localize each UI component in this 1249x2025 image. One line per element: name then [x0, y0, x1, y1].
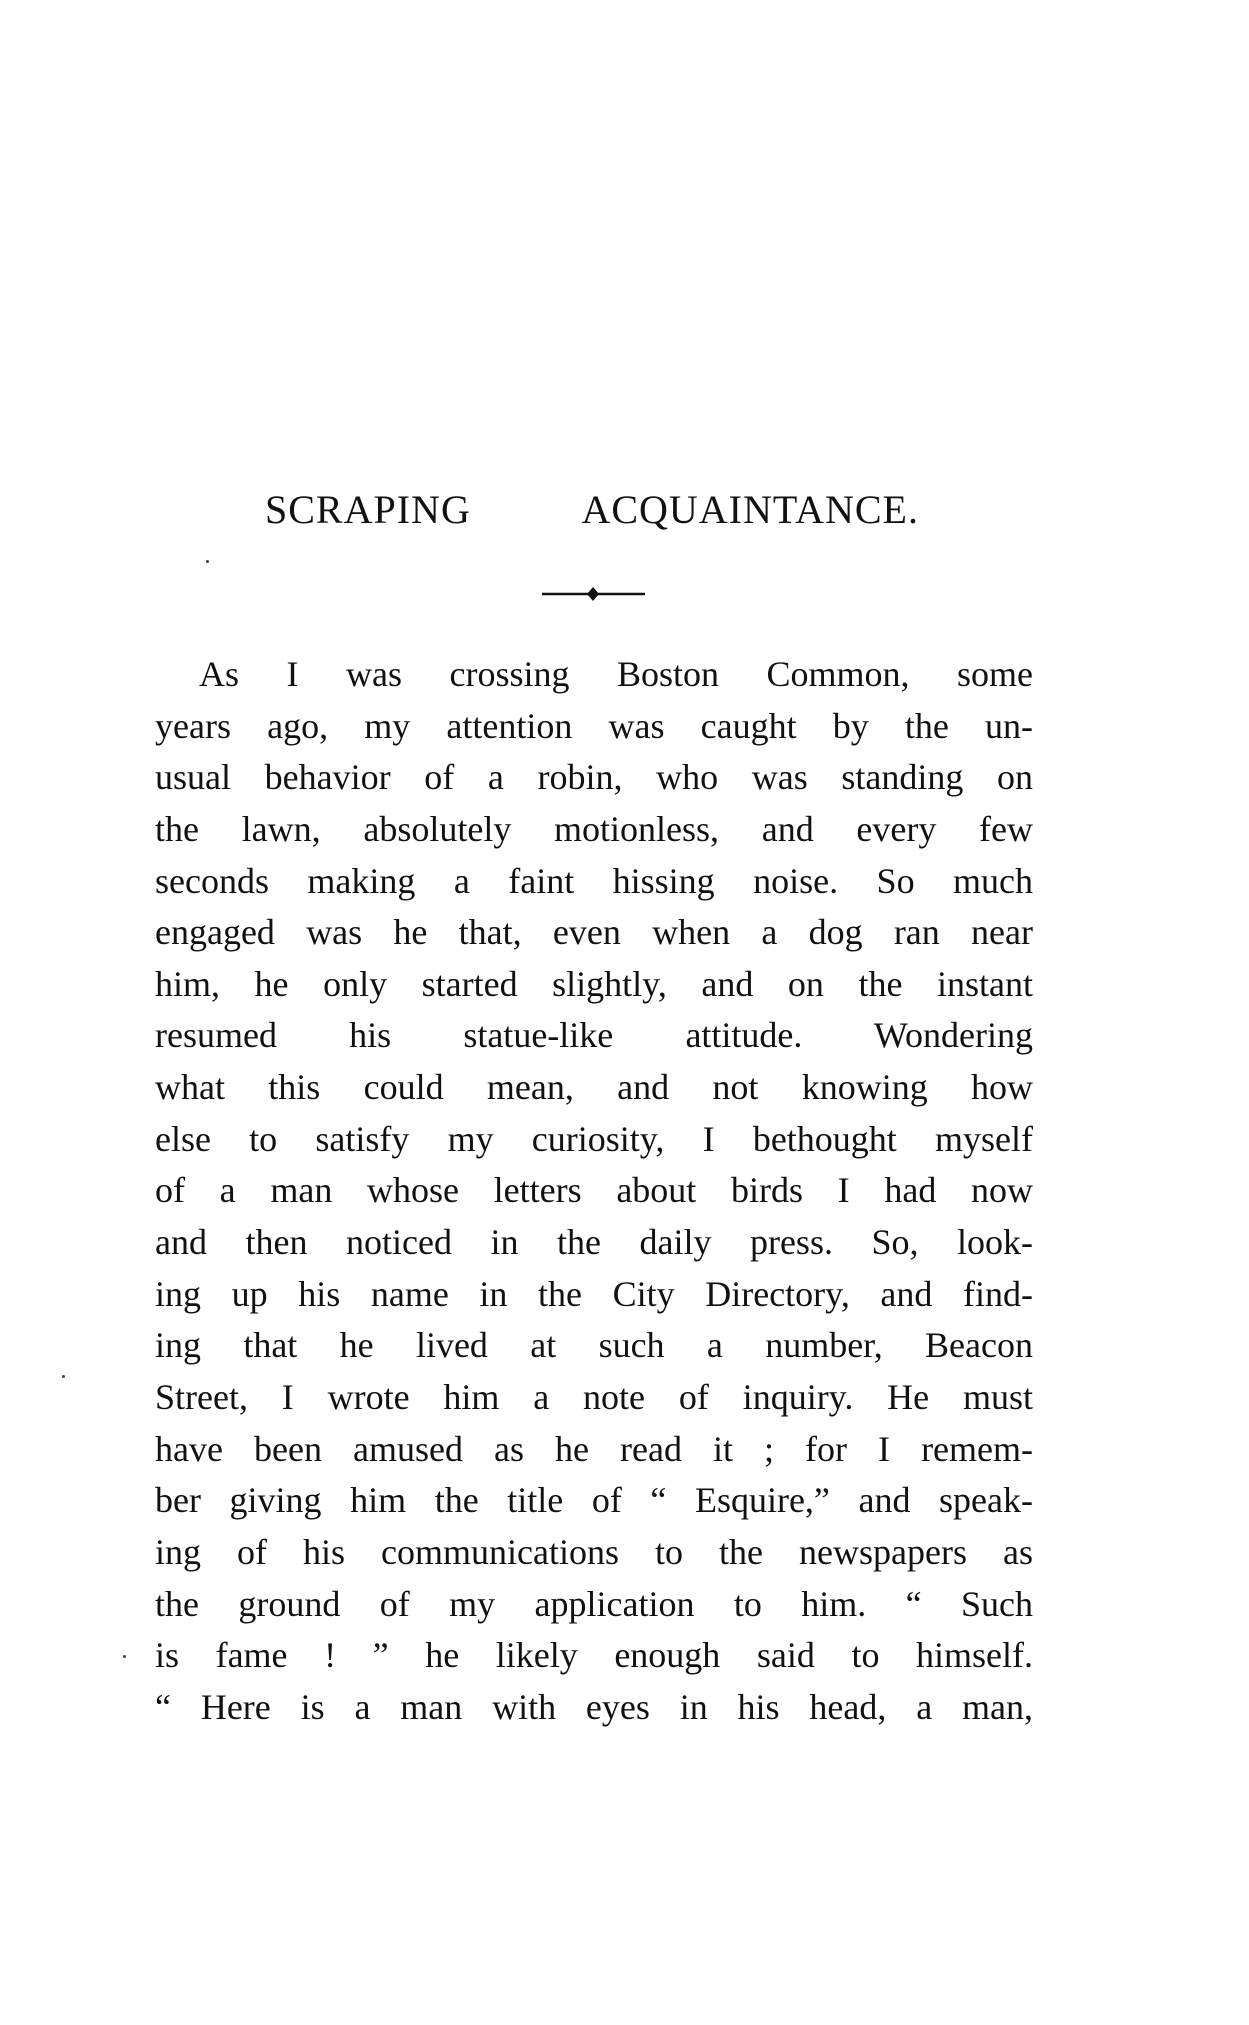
text-line: “ Here is a man with eyes in his head, a man, — [155, 1686, 1033, 1727]
text-line: ber giving him the title of “ Esquire,” and speak- — [155, 1480, 1033, 1521]
text-line: ing that he lived at such a number, Beacon — [155, 1325, 1033, 1366]
text-line: is fame ! ” he likely enough said to himself. — [155, 1635, 1033, 1676]
text-line: Street, I wrote him a note of inquiry. He must — [155, 1376, 1033, 1417]
text-line: As I was crossing Boston Common, some — [199, 654, 1033, 694]
text-line: else to satisfy my curiosity, I bethought myself — [155, 1118, 1033, 1159]
text-line: ing up his name in the City Directory, and find- — [155, 1273, 1033, 1314]
text-line: usual behavior of a robin, who was standing on — [155, 757, 1033, 798]
text-line: seconds making a faint hissing noise. So much — [155, 860, 1033, 901]
text-line: engaged was he that, even when a dog ran near — [155, 912, 1033, 953]
text-line: him, he only started slightly, and on the instant — [155, 963, 1033, 1004]
text-line: the ground of my application to him. “ Such — [155, 1583, 1033, 1624]
text-line: of a man whose letters about birds I had now — [155, 1170, 1033, 1211]
text-line: have been amused as he read it ; for I remem- — [155, 1428, 1033, 1469]
body-text — [155, 649, 1033, 1733]
text-line: what this could mean, and not knowing how — [155, 1067, 1033, 1108]
print-speck — [123, 1655, 126, 1658]
dash-diamond-ornament-icon — [542, 587, 645, 601]
text-line: the lawn, absolutely motionless, and every few — [155, 808, 1033, 849]
print-speck — [206, 560, 209, 563]
chapter-title: SCRAPING ACQUAINTANCE. — [265, 487, 919, 532]
text-line: resumed his statue-like attitude. Wondering — [155, 1015, 1033, 1056]
text-line: ing of his communications to the newspapers as — [155, 1531, 1033, 1572]
print-speck — [62, 1375, 65, 1378]
text-line: years ago, my attention was caught by the un- — [155, 705, 1033, 746]
text-line: and then noticed in the daily press. So, look- — [155, 1222, 1033, 1263]
